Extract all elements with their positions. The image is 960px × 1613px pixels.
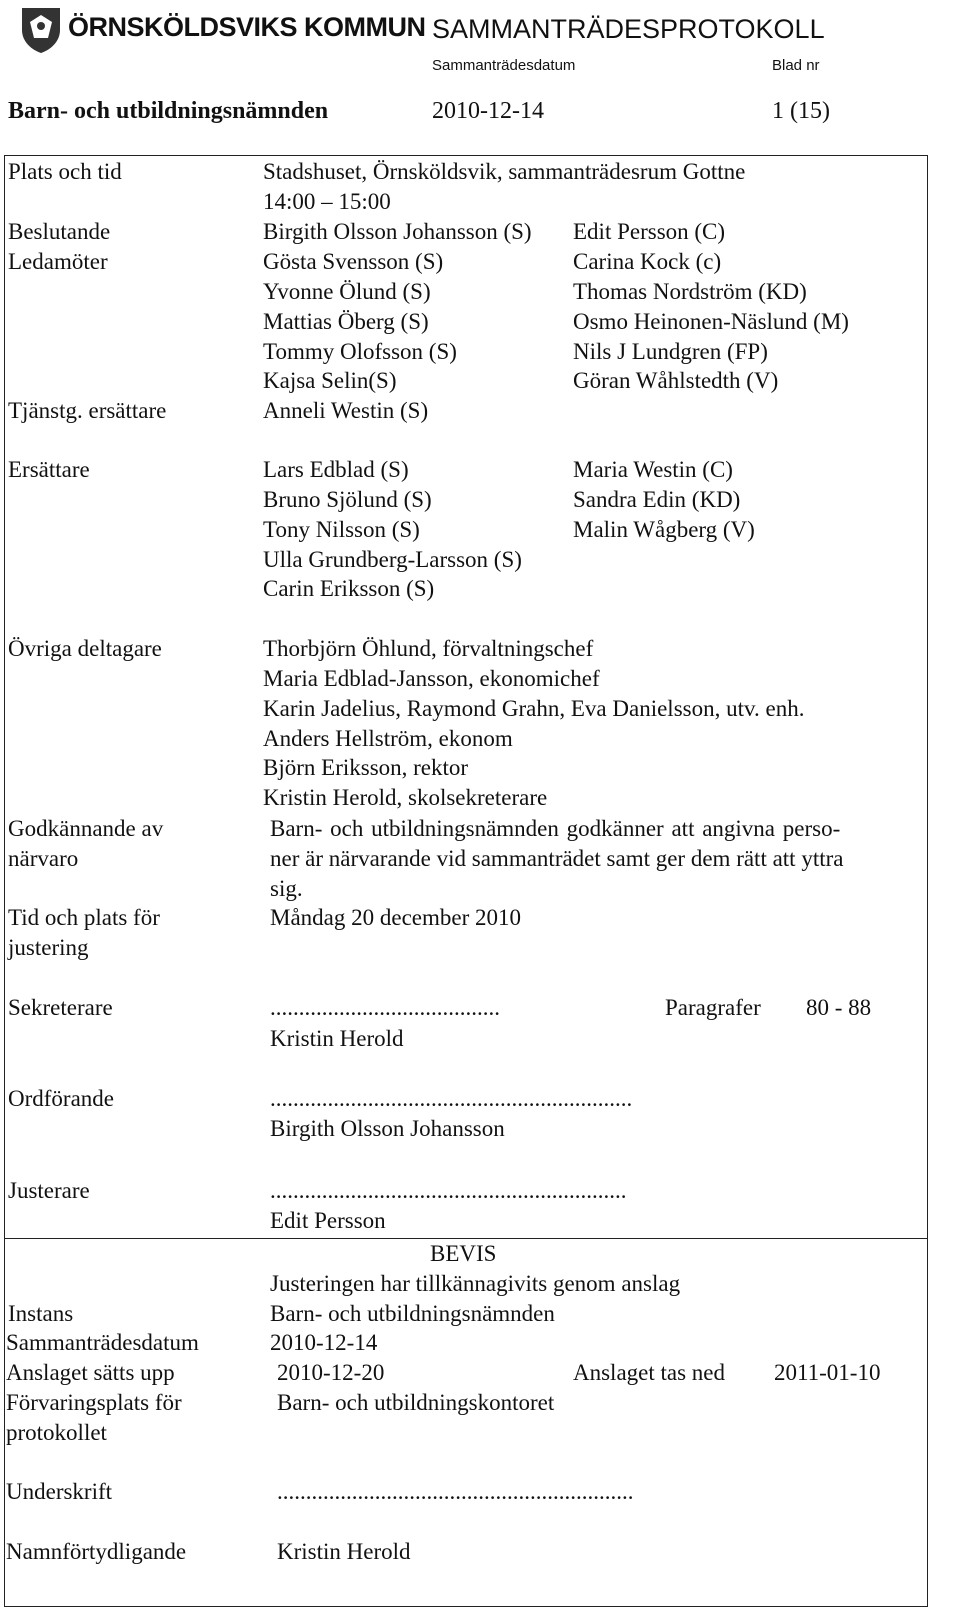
signature-label: Underskrift: [6, 1479, 113, 1504]
deputy-name: Maria Westin (C): [573, 457, 733, 482]
adjuster-label: Justerare: [8, 1178, 90, 1203]
approval-text: Barn- och utbildningsnämnden godkänner att angivna perso-: [270, 816, 841, 841]
adjustment-label: Tid och plats för: [8, 905, 160, 930]
document-title: SAMMANTRÄDESPROTOKOLL: [432, 14, 825, 44]
storage-label: Förvaringsplats för: [6, 1390, 182, 1415]
secretary-label: Sekreterare: [8, 995, 113, 1020]
instance-value: Barn- och utbildningsnämnden: [270, 1301, 555, 1326]
deputy-name: Tony Nilsson (S): [263, 517, 420, 542]
page-number: 1 (15): [772, 98, 830, 124]
deciding-vice: Edit Persson (C): [573, 219, 726, 244]
member-name: Göran Wåhlstedth (V): [573, 368, 779, 393]
certificate-intro: Justeringen har tillkännagivits genom anslag: [270, 1271, 681, 1296]
deciding-chair: Birgith Olsson Johansson (S): [263, 219, 532, 244]
clarification-label: Namnförtydligande: [6, 1539, 187, 1564]
storage-value: Barn- och utbildningskontoret: [277, 1390, 555, 1415]
member-name: Kajsa Selin(S): [263, 368, 397, 393]
deputies-label: Ersättare: [8, 457, 90, 482]
meeting-date-label: Sammanträdesdatum: [6, 1330, 199, 1355]
adjuster-signature-line: ..............................................................: [270, 1178, 627, 1203]
meeting-date-value: 2010-12-14: [270, 1330, 378, 1355]
committee-name: Barn- och utbildningsnämnden: [8, 98, 329, 124]
secretary-name: Kristin Herold: [270, 1026, 404, 1051]
date-caption: Sammanträdesdatum: [432, 57, 576, 74]
removed-date: 2011-01-10: [774, 1360, 881, 1385]
others-label: Övriga deltagare: [8, 636, 162, 661]
deputy-name: Lars Edblad (S): [263, 457, 409, 482]
meeting-time: 14:00 – 15:00: [263, 189, 391, 214]
posted-label: Anslaget sätts upp: [6, 1360, 175, 1385]
approval-text: sig.: [270, 876, 303, 901]
municipality-name: ÖRNSKÖLDSVIKS KOMMUN: [68, 12, 426, 42]
serving-deputy-name: Anneli Westin (S): [263, 398, 429, 423]
deputy-name: Bruno Sjölund (S): [263, 487, 432, 512]
members-label: Ledamöter: [8, 249, 108, 274]
approval-text: ner är närvarande vid sammanträdet samt ger dem rätt att yttra: [270, 846, 844, 871]
member-name: Thomas Nordström (KD): [573, 279, 807, 304]
deputy-name: Ulla Grundberg-Larsson (S): [263, 547, 522, 572]
member-name: Osmo Heinonen-Näslund (M): [573, 309, 849, 334]
member-name: Tommy Olofsson (S): [263, 339, 457, 364]
other-participant: Thorbjörn Öhlund, förvaltningschef: [263, 636, 594, 661]
serving-deputy-label: Tjänstg. ersättare: [8, 398, 167, 423]
other-participant: Kristin Herold, skolsekreterare: [263, 785, 548, 810]
other-participant: Björn Eriksson, rektor: [263, 755, 469, 780]
secretary-signature-line: ........................................: [270, 995, 500, 1020]
member-name: Carina Kock (c): [573, 249, 722, 274]
member-name: Gösta Svensson (S): [263, 249, 444, 274]
clarification-name: Kristin Herold: [277, 1539, 411, 1564]
chair-name: Birgith Olsson Johansson: [270, 1116, 505, 1141]
approval-label: Godkännande av: [8, 816, 164, 841]
removed-label: Anslaget tas ned: [573, 1360, 726, 1385]
adjustment-label: justering: [8, 935, 89, 960]
municipality-crest-icon: [20, 6, 62, 54]
adjustment-value: Måndag 20 december 2010: [270, 905, 522, 930]
member-name: Yvonne Ölund (S): [263, 279, 431, 304]
deputy-name: Carin Eriksson (S): [263, 576, 435, 601]
chair-signature-line: ...............................................................: [270, 1086, 633, 1111]
signature-line: ..............................................................: [277, 1479, 634, 1504]
member-name: Nils J Lundgren (FP): [573, 339, 768, 364]
storage-label: protokollet: [6, 1420, 107, 1445]
instance-label: Instans: [8, 1301, 74, 1326]
deputy-name: Malin Wågberg (V): [573, 517, 755, 542]
paragraphs-range: 80 - 88: [806, 995, 872, 1020]
place-time-label: Plats och tid: [8, 159, 122, 184]
deputy-name: Sandra Edin (KD): [573, 487, 741, 512]
member-name: Mattias Öberg (S): [263, 309, 429, 334]
other-participant: Anders Hellström, ekonom: [263, 726, 513, 751]
other-participant: Maria Edblad-Jansson, ekonomichef: [263, 666, 600, 691]
certificate-title: BEVIS: [430, 1241, 497, 1266]
deciding-label: Beslutande: [8, 219, 111, 244]
chair-label: Ordförande: [8, 1086, 115, 1111]
other-participant: Karin Jadelius, Raymond Grahn, Eva Danielsson, utv. enh.: [263, 696, 805, 721]
approval-label: närvaro: [8, 846, 79, 871]
adjuster-name: Edit Persson: [270, 1208, 386, 1233]
page-caption: Blad nr: [772, 57, 820, 74]
meeting-place: Stadshuset, Örnsköldsvik, sammanträdesrum Gottne: [263, 159, 746, 184]
posted-date: 2010-12-20: [277, 1360, 385, 1385]
paragraphs-label: Paragrafer: [665, 995, 761, 1020]
meeting-date: 2010-12-14: [432, 98, 544, 124]
